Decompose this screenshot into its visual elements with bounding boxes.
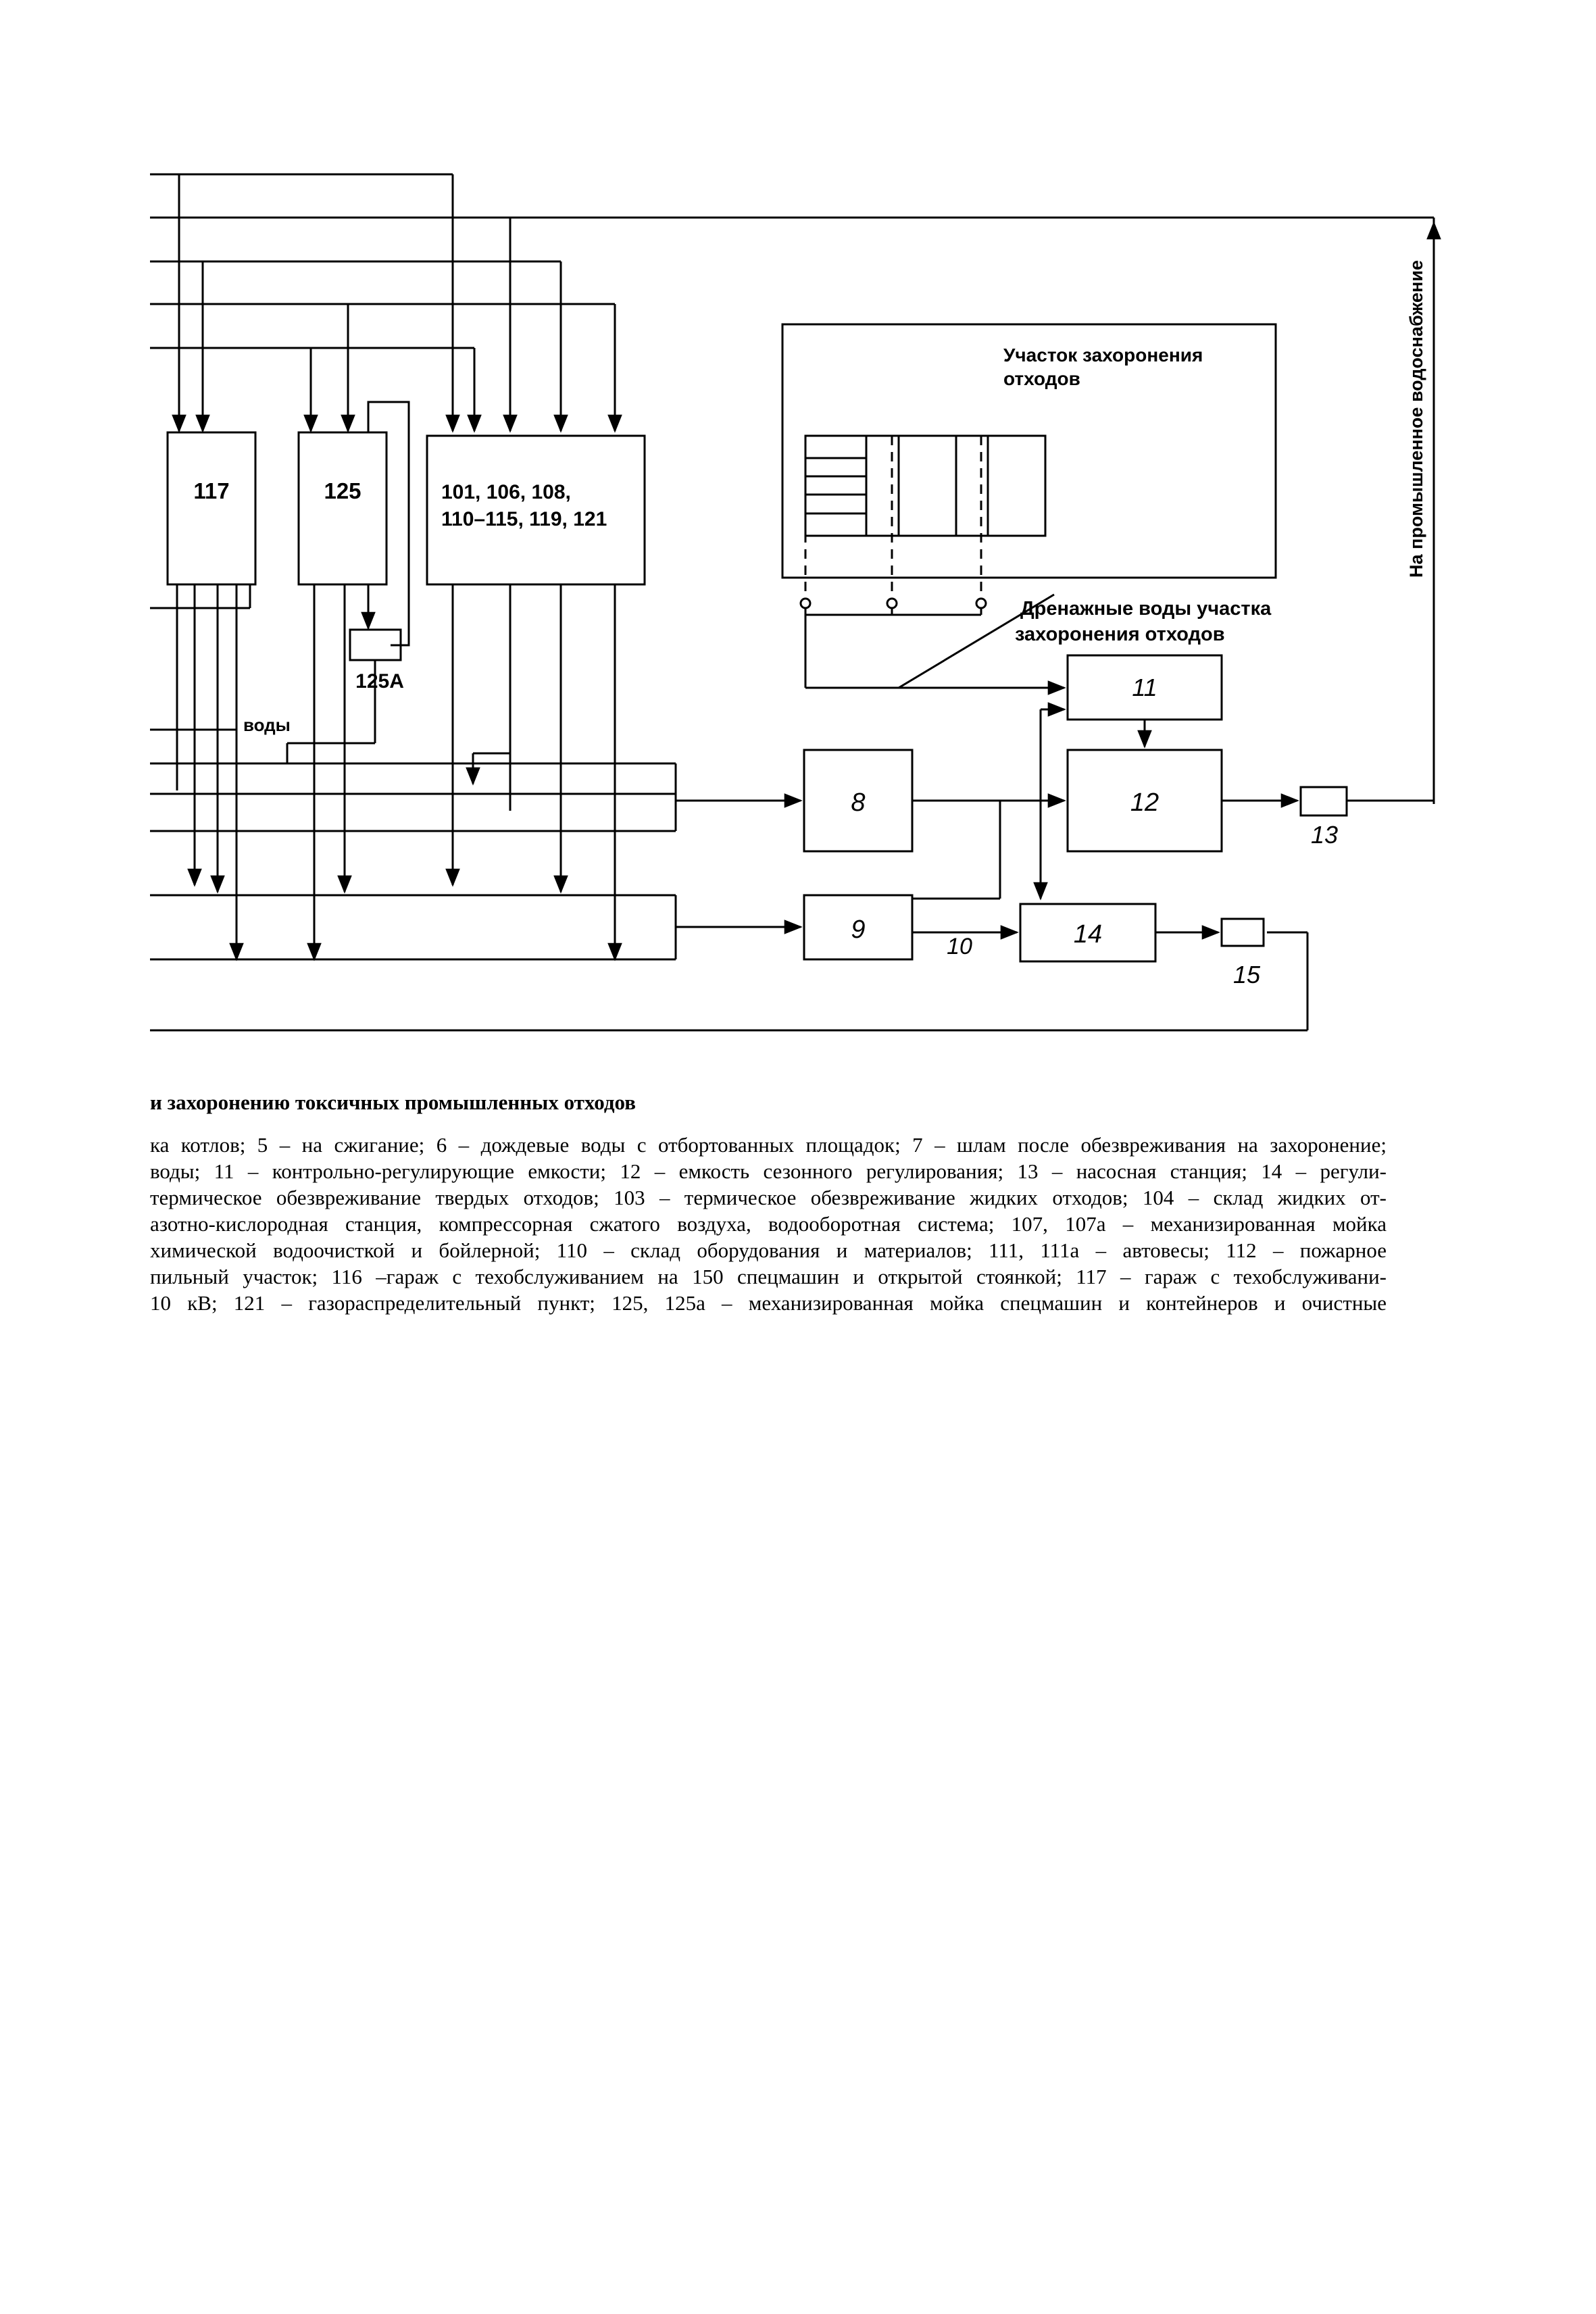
block-8-label: 8	[851, 788, 866, 817]
burial-cells	[805, 436, 1045, 536]
drainage-label-line1: Дренажные воды участка	[1020, 598, 1272, 620]
block-117-label: 117	[193, 478, 230, 503]
legend-line: азотно-кислородная станция, компрессорная сжатого воздуха, водооборотная система; 107, 107а – механизированная мойка	[150, 1212, 1387, 1236]
drainage-label-line2: захоронения отходов	[1015, 624, 1225, 645]
block-13-label: 13	[1310, 821, 1339, 849]
block-13	[1301, 787, 1347, 815]
figure-caption-title: и захоронению токсичных промышленных отходов	[150, 1090, 636, 1114]
block-9-label: 9	[851, 915, 866, 944]
legend-line: 10 кВ; 121 – газораспределительный пункт; 125, 125а – механизированная мойка спецмашин и контейнеров и очистные	[150, 1291, 1387, 1315]
block-125	[299, 432, 386, 584]
vody-label: воды	[243, 715, 291, 735]
block-117	[168, 432, 255, 584]
industrial-water-label: На промышленное водоснабжение	[1406, 260, 1426, 578]
burial-title-line2: отходов	[1003, 368, 1080, 389]
block-multi-line2: 110–115, 119, 121	[441, 508, 607, 530]
block-14-label: 14	[1073, 920, 1103, 949]
block-multi-line1: 101, 106, 108,	[441, 481, 571, 503]
legend-line: пильный участок; 116 –гараж с техобслуживанием на 150 спецмашин и открытой стоянкой; 117 – гараж с техобслуживани-	[150, 1265, 1387, 1288]
legend-line: термическое обезвреживание твердых отходов; 103 – термическое обезвреживание жидких отходов; 104 – склад жидких от-	[150, 1186, 1387, 1209]
flow-diagram	[0, 0, 1596, 1081]
block-125a-label: 125А	[355, 670, 404, 693]
legend-line: ка котлов; 5 – на сжигание; 6 – дождевые воды с отбортованных площадок; 7 – шлам после обезвреживания на захоронение;	[150, 1133, 1387, 1157]
block-15	[1222, 919, 1264, 946]
label-10: 10	[947, 934, 972, 959]
block-15-label: 15	[1232, 961, 1261, 988]
burial-title-line1: Участок захоронения	[1003, 345, 1203, 366]
block-125-label: 125	[324, 478, 361, 503]
block-11-label: 11	[1132, 674, 1157, 701]
legend-line: химической водоочисткой и бойлерной; 110 – склад оборудования и материалов; 111, 111а – автовесы; 112 – пожарное	[150, 1238, 1387, 1262]
legend-line: воды; 11 – контрольно-регулирующие емкости; 12 – емкость сезонного регулирования; 13 – насосная станция; 14 – регули-	[150, 1159, 1387, 1183]
block-12-label: 12	[1130, 788, 1159, 817]
